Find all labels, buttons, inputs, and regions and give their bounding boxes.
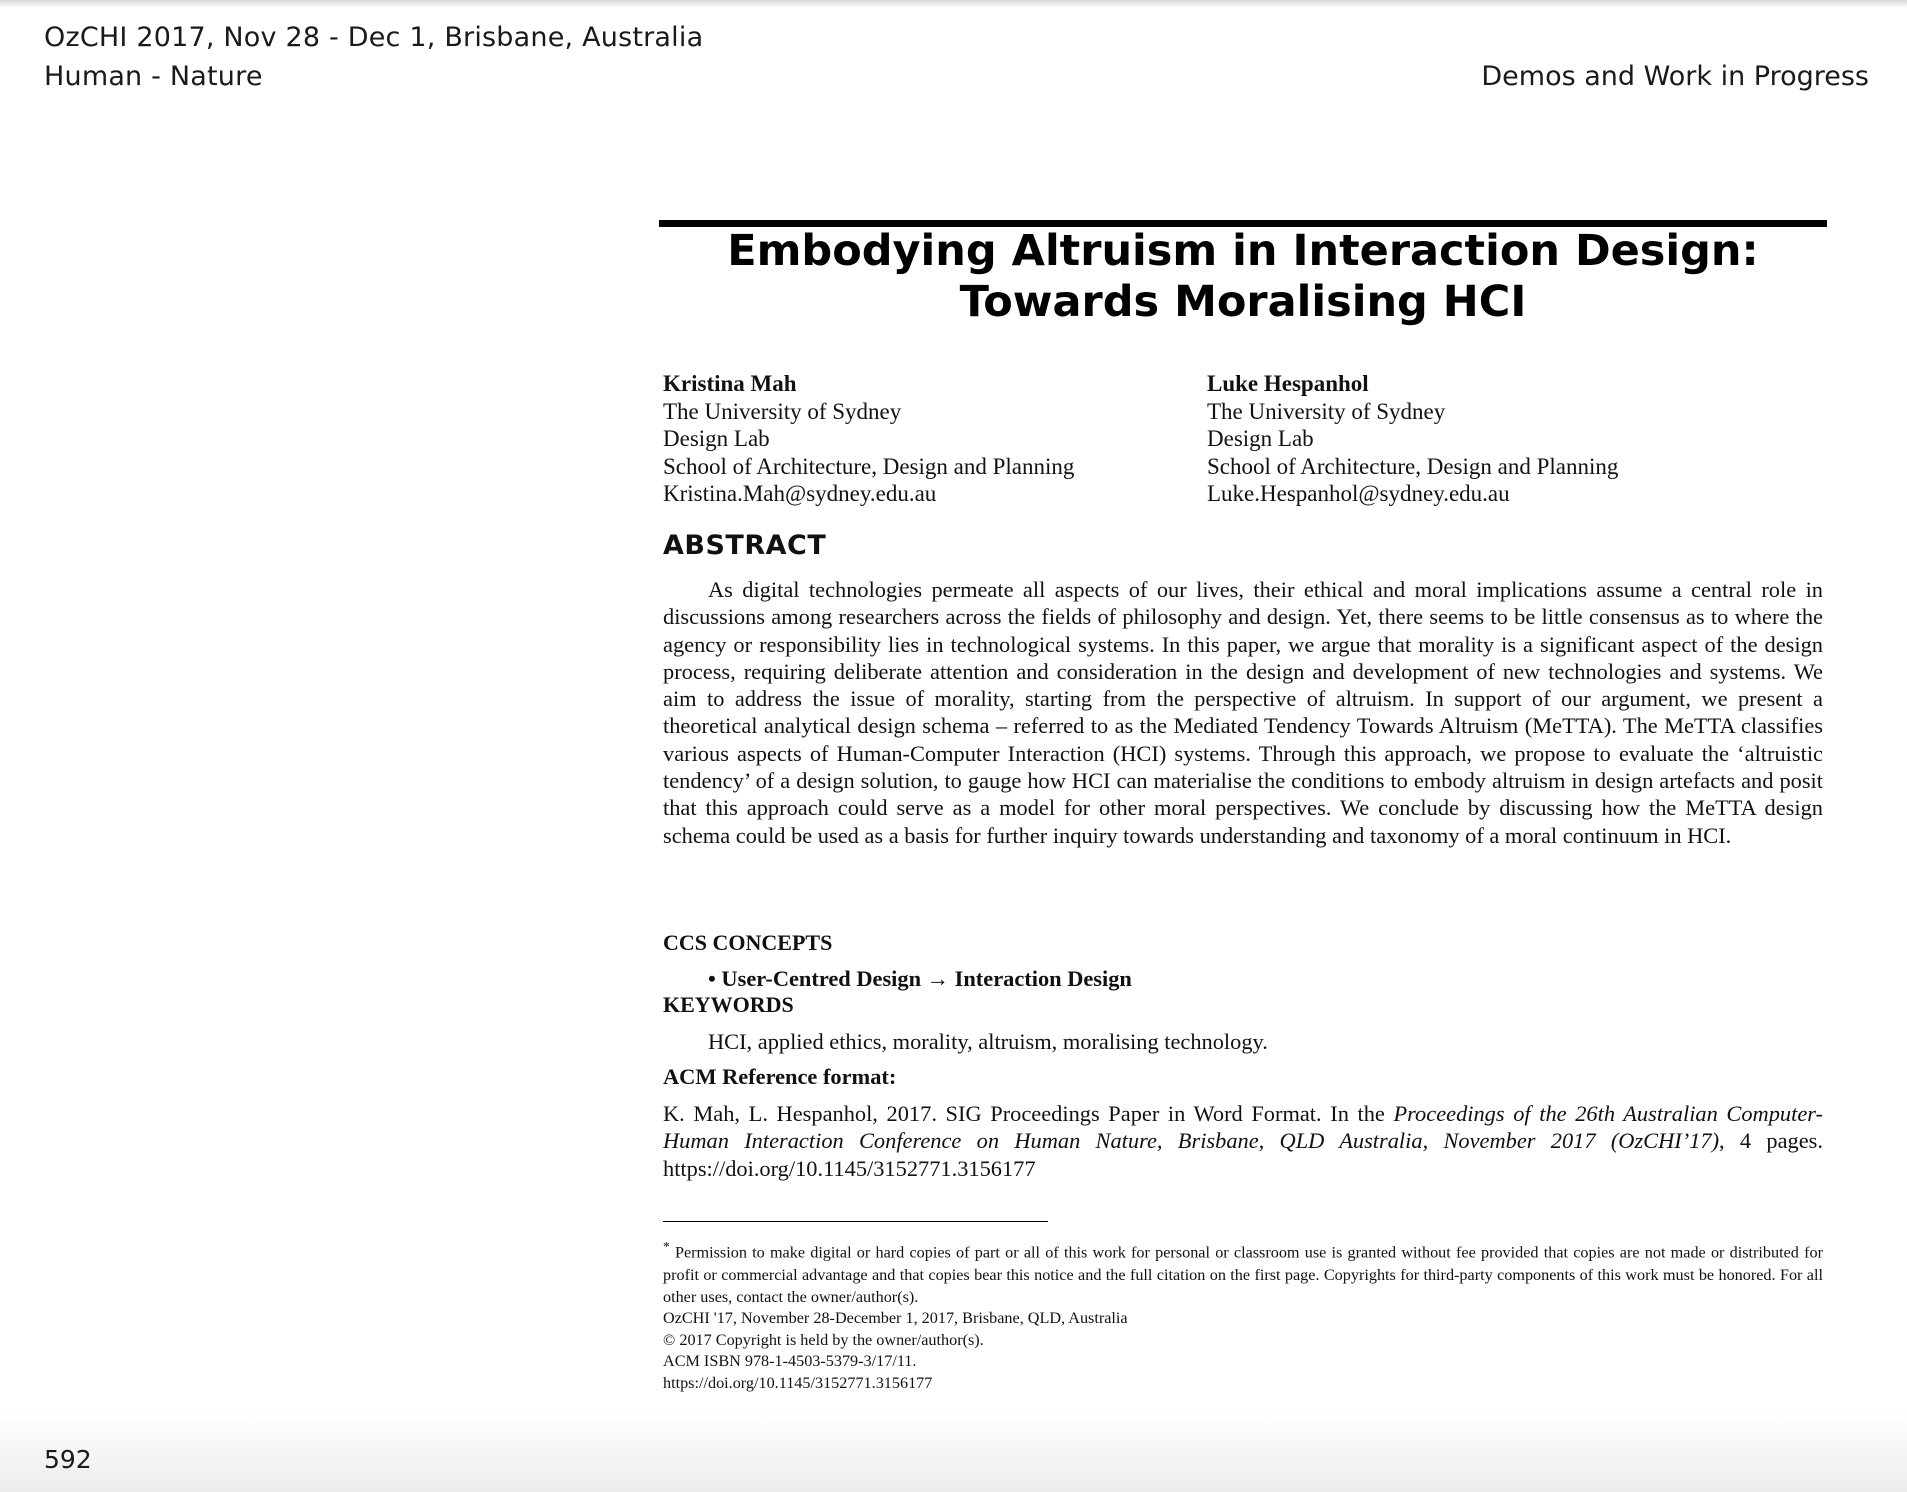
author-school: School of Architecture, Design and Planning (1207, 453, 1619, 479)
ccs-heading: CCS CONCEPTS (663, 930, 833, 955)
author-institution: The University of Sydney (1207, 398, 1446, 424)
footnote-rule (663, 1221, 1048, 1222)
author-email: Kristina.Mah@sydney.edu.au (663, 481, 937, 506)
publication-metadata (663, 1308, 1823, 1394)
author-name: Kristina Mah (663, 371, 797, 396)
permission-footnote (663, 1236, 1823, 1309)
footnote-doi: https://doi.org/10.1145/3152771.3156177 (663, 1373, 933, 1392)
author-lab: Design Lab (663, 426, 770, 451)
keywords-heading: KEYWORDS (663, 992, 794, 1017)
author-institution: The University of Sydney (663, 398, 902, 424)
ccs-concept-item: • User-Centred Design → Interaction Design (708, 966, 1132, 991)
author-block-2 (1207, 370, 1618, 508)
author-name: Luke Hespanhol (1207, 371, 1369, 396)
acm-reference-suffix: , 4 pages. https://doi.org/10.1145/3152771.3156177 (663, 1128, 1823, 1181)
acm-reference-venue: Proceedings of the 26th Australian Computer-Human Interaction Conference on Human Nature, Brisbane, QLD Australia, November 2017 (OzCHI’17) (663, 1101, 1823, 1154)
footnote-marker: * (663, 1239, 670, 1254)
author-email: Luke.Hespanhol@sydney.edu.au (1207, 481, 1510, 506)
author-lab: Design Lab (1207, 426, 1314, 451)
conference-header: OzCHI 2017, Nov 28 - Dec 1, Brisbane, Australia (44, 22, 704, 53)
permission-text: Permission to make digital or hard copies of part or all of this work for personal or classroom use is granted without fee provided that copies are not made or distributed for profit or commercial advantage and that copies bear this notice and the full citation on the first page. Copyrights for third-party components of this work must be honored. For all other uses, contact the owner/author(s). (663, 1243, 1823, 1307)
abstract-body: As digital technologies permeate all aspects of our lives, their ethical and moral implications assume a central role in discussions among researchers across the fields of philosophy and design. Yet, there seems to be little consensus as to where the agency or responsibility lies in technological systems. In this paper, we argue that morality is a significant aspect of the design process, requiring deliberate attention and consideration in the design and development of new technologies and systems. We aim to address the issue of morality, starting from the perspective of altruism. In support of our argument, we present a theoretical analytical design schema – referred to as the Mediated Tendency Towards Altruism (MeTTA). The MeTTA classifies various aspects of Human-Computer Interaction (HCI) systems. Through this approach, we propose to evaluate the ‘altruistic tendency’ of a design solution, to gauge how HCI can materialise the conditions to embody altruism in design artefacts and posit that this approach could serve as a model for other moral perspectives. We conclude by discussing how the MeTTA design schema could be used as a basis for further inquiry towards understanding and taxonomy of a moral continuum in HCI. (663, 577, 1823, 848)
footnote-conference: OzCHI '17, November 28-December 1, 2017, Brisbane, QLD, Australia (663, 1309, 1128, 1327)
paper-title (659, 226, 1827, 328)
acm-reference-prefix: K. Mah, L. Hespanhol, 2017. SIG Proceedings Paper in Word Format. In the (663, 1101, 1394, 1126)
bottom-edge-shadow (0, 1412, 1907, 1492)
keywords-list: HCI, applied ethics, morality, altruism, moralising technology. (708, 1029, 1268, 1054)
footnote-isbn: ACM ISBN 978-1-4503-5379-3/17/11. (663, 1352, 917, 1371)
top-edge-shadow (0, 0, 1907, 8)
abstract-heading: ABSTRACT (663, 530, 827, 561)
author-block-1 (663, 370, 1074, 508)
title-line-2: Towards Moralising HCI (959, 277, 1527, 327)
page-number: 592 (44, 1445, 92, 1474)
title-line-1: Embodying Altruism in Interaction Design: (727, 226, 1759, 276)
author-school: School of Architecture, Design and Planning (663, 453, 1075, 479)
acm-reference-text (663, 1100, 1823, 1182)
conference-theme: Human - Nature (44, 61, 263, 92)
footnote-copyright: © 2017 Copyright is held by the owner/author(s). (663, 1330, 984, 1349)
track-header: Demos and Work in Progress (1481, 61, 1869, 92)
acm-reference-heading: ACM Reference format: (663, 1064, 897, 1089)
